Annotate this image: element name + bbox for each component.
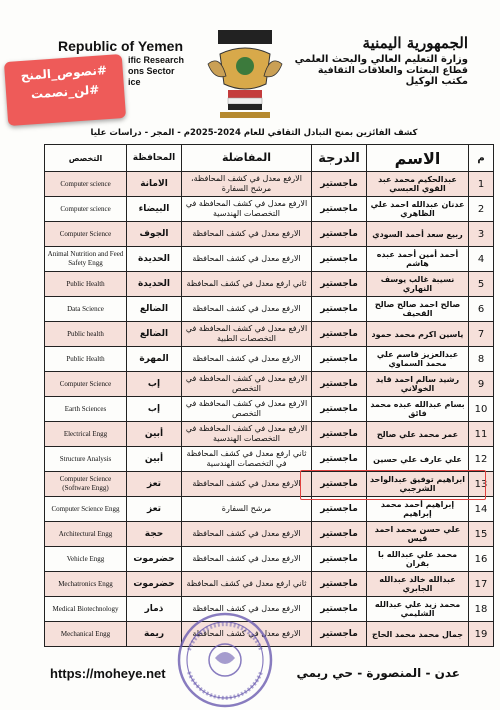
row-name: بسام عبدالله عبده محمد فائق bbox=[367, 397, 469, 422]
footer-address: عدن - المنصورة - حي ريمي bbox=[296, 666, 460, 680]
header-ministry: وزارة التعليم العالي والبحث العلمي bbox=[294, 54, 468, 65]
row-number: 4 bbox=[469, 247, 494, 272]
row-advantage: الارفع معدل في كشف المحافظة bbox=[182, 597, 312, 622]
row-degree: ماجستير bbox=[312, 197, 367, 222]
row-advantage: ثاني ارفع معدل في كشف المحافظة في التخصصات الهندسية bbox=[182, 447, 312, 472]
row-specialization: Data Science bbox=[45, 297, 127, 322]
row-specialization: Architectural Engg bbox=[45, 522, 127, 547]
row-number: 11 bbox=[469, 422, 494, 447]
row-name: عبدالعزيز قاسم علي محمد السماوي bbox=[367, 347, 469, 372]
row-degree: ماجستير bbox=[312, 472, 367, 497]
row-degree: ماجستير bbox=[312, 372, 367, 397]
row-degree: ماجستير bbox=[312, 497, 367, 522]
row-advantage: الارفع معدل في كشف المحافظة في التخصص bbox=[182, 397, 312, 422]
row-governorate: الضالع bbox=[127, 297, 182, 322]
row-governorate: أبين bbox=[127, 447, 182, 472]
row-specialization: Public Health bbox=[45, 272, 127, 297]
row-governorate: الحديدة bbox=[127, 247, 182, 272]
row-degree: ماجستير bbox=[312, 547, 367, 572]
row-governorate: إب bbox=[127, 397, 182, 422]
table-row bbox=[45, 522, 494, 547]
table-row bbox=[45, 172, 494, 197]
row-number: 18 bbox=[469, 597, 494, 622]
header-name: الاسم bbox=[367, 145, 469, 172]
row-name: عبدالله خالد عبدالله الجابري bbox=[367, 572, 469, 597]
winners-table bbox=[44, 144, 494, 647]
row-number: 14 bbox=[469, 497, 494, 522]
header-degree: الدرجة bbox=[312, 145, 367, 172]
header-line-office: ice bbox=[128, 77, 141, 87]
row-number: 8 bbox=[469, 347, 494, 372]
yemen-emblem-icon bbox=[200, 24, 290, 122]
row-specialization: Electrical Engg bbox=[45, 422, 127, 447]
hashtag-line-1: #نصوص_المنح bbox=[20, 63, 108, 84]
row-specialization: Medical Biotechnology bbox=[45, 597, 127, 622]
row-advantage: الارفع معدل في كشف المحافظة bbox=[182, 222, 312, 247]
table-row bbox=[45, 247, 494, 272]
row-advantage: الارفع معدل في كشف المحافظة bbox=[182, 547, 312, 572]
row-governorate: ذمار bbox=[127, 597, 182, 622]
row-name: عمر محمد علي صالح bbox=[367, 422, 469, 447]
row-name: جمال محمد محمد الحاج bbox=[367, 622, 469, 647]
row-degree: ماجستير bbox=[312, 522, 367, 547]
row-name: إبراهيم أحمد محمد إبراهيم bbox=[367, 497, 469, 522]
row-specialization: Public health bbox=[45, 322, 127, 347]
hashtag-line-2: #لن_نصمت bbox=[30, 82, 100, 102]
row-name: رشيد سالم احمد قايد الخولاني bbox=[367, 372, 469, 397]
table-row bbox=[45, 322, 494, 347]
header-country-en: Republic of Yemen bbox=[58, 38, 183, 54]
row-degree: ماجستير bbox=[312, 247, 367, 272]
table-row bbox=[45, 272, 494, 297]
header-advantage: المفاضلة bbox=[182, 145, 312, 172]
header-line-sector: ons Sector bbox=[128, 66, 175, 76]
row-governorate: البيضاء bbox=[127, 197, 182, 222]
row-advantage: الارفع معدل في كشف المحافظة bbox=[182, 297, 312, 322]
row-name: ربيع سعد أحمد السودي bbox=[367, 222, 469, 247]
row-name: علي حسن محمد احمد قيس bbox=[367, 522, 469, 547]
row-governorate: الجوف bbox=[127, 222, 182, 247]
row-specialization: Computer science bbox=[45, 172, 127, 197]
row-degree: ماجستير bbox=[312, 622, 367, 647]
header-number: م bbox=[469, 145, 494, 172]
row-specialization: Animal Nutrition and Feed Safety Engg bbox=[45, 247, 127, 272]
row-degree: ماجستير bbox=[312, 347, 367, 372]
row-degree: ماجستير bbox=[312, 397, 367, 422]
row-specialization: Mechanical Engg bbox=[45, 622, 127, 647]
header-sector: قطاع البعثات والعلاقات الثقافية bbox=[317, 65, 468, 76]
row-degree: ماجستير bbox=[312, 322, 367, 347]
table-row bbox=[45, 297, 494, 322]
row-advantage: الارفع معدل في كشف المحافظة bbox=[182, 472, 312, 497]
row-advantage: ثاني ارفع معدل في كشف المحافظة bbox=[182, 272, 312, 297]
row-governorate: تعز bbox=[127, 497, 182, 522]
row-advantage: ثاني ارفع معدل في كشف المحافظة bbox=[182, 572, 312, 597]
row-number: 17 bbox=[469, 572, 494, 597]
row-degree: ماجستير bbox=[312, 297, 367, 322]
header-governorate: المحافظة bbox=[127, 145, 182, 172]
header-right-block bbox=[283, 34, 468, 87]
row-governorate: الحديدة bbox=[127, 272, 182, 297]
row-name: أحمد أمين أحمد عبده هاشم bbox=[367, 247, 469, 272]
row-specialization: Computer Science Engg bbox=[45, 497, 127, 522]
row-advantage: الارفع معدل في كشف المحافظة bbox=[182, 622, 312, 647]
row-number: 9 bbox=[469, 372, 494, 397]
table-row bbox=[45, 222, 494, 247]
header-specialization: التخصص bbox=[45, 145, 127, 172]
row-governorate: الامانة bbox=[127, 172, 182, 197]
row-degree: ماجستير bbox=[312, 572, 367, 597]
row-13-highlight-box bbox=[300, 470, 486, 500]
row-name: ياسين اكرم محمد حمود bbox=[367, 322, 469, 347]
row-governorate: أبين bbox=[127, 422, 182, 447]
table-row bbox=[45, 397, 494, 422]
row-number: 1 bbox=[469, 172, 494, 197]
row-name: محمد علي عبدالله با بقران bbox=[367, 547, 469, 572]
row-degree: ماجستير bbox=[312, 272, 367, 297]
table-row bbox=[45, 347, 494, 372]
row-name: عبدالحكيم محمد عبد القوي العبسي bbox=[367, 172, 469, 197]
header-country-ar: الجمهورية اليمنية bbox=[362, 34, 468, 52]
row-advantage: الارفع معدل في كشف المحافظة bbox=[182, 247, 312, 272]
row-advantage: الارفع معدل في كشف المحافظة bbox=[182, 347, 312, 372]
table-row bbox=[45, 197, 494, 222]
row-specialization: Computer science bbox=[45, 197, 127, 222]
row-specialization: Public Health bbox=[45, 347, 127, 372]
row-advantage: الارفع معدل في كشف المحافظة bbox=[182, 522, 312, 547]
row-name: علي عارف علي حسين bbox=[367, 447, 469, 472]
header-office: مكتب الوكيل bbox=[405, 76, 468, 87]
row-advantage: مرشح السفارة bbox=[182, 497, 312, 522]
table-row bbox=[45, 372, 494, 397]
row-number: 15 bbox=[469, 522, 494, 547]
row-advantage: الارفع معدل في كشف المحافظة في التخصص bbox=[182, 372, 312, 397]
row-name: ابراهيم توفيق عبدالواحد الشرجبي bbox=[367, 472, 469, 497]
row-specialization: Vehicle Engg bbox=[45, 547, 127, 572]
row-number: 6 bbox=[469, 297, 494, 322]
row-number: 13 bbox=[469, 472, 494, 497]
row-specialization: Computer Science (Software Engg) bbox=[45, 472, 127, 497]
table-row bbox=[45, 422, 494, 447]
row-degree: ماجستير bbox=[312, 447, 367, 472]
table-row bbox=[45, 572, 494, 597]
row-specialization: Computer Science bbox=[45, 222, 127, 247]
row-degree: ماجستير bbox=[312, 172, 367, 197]
row-governorate: حضرموت bbox=[127, 547, 182, 572]
row-specialization: Earth Sciences bbox=[45, 397, 127, 422]
footer-website: https://moheye.net bbox=[50, 666, 166, 681]
row-number: 12 bbox=[469, 447, 494, 472]
row-number: 3 bbox=[469, 222, 494, 247]
row-number: 19 bbox=[469, 622, 494, 647]
row-governorate: المهرة bbox=[127, 347, 182, 372]
row-advantage: الارفع معدل في كشف المحافظة في التخصصات الطبية bbox=[182, 322, 312, 347]
row-governorate: حجة bbox=[127, 522, 182, 547]
header-line-research: ific Research bbox=[128, 55, 185, 65]
row-governorate: الضالع bbox=[127, 322, 182, 347]
row-specialization: Mechatronics Engg bbox=[45, 572, 127, 597]
row-number: 2 bbox=[469, 197, 494, 222]
row-name: عدنان عبدالله احمد علي الظاهري bbox=[367, 197, 469, 222]
table-header-row bbox=[45, 145, 494, 172]
row-advantage: الارفع معدل في كشف المحافظة، مرشح السفارة bbox=[182, 172, 312, 197]
row-number: 10 bbox=[469, 397, 494, 422]
row-number: 16 bbox=[469, 547, 494, 572]
row-advantage: الارفع معدل في كشف المحافظة في التخصصات الهندسية bbox=[182, 197, 312, 222]
official-stamp-icon bbox=[175, 610, 275, 710]
row-governorate: تعز bbox=[127, 472, 182, 497]
row-governorate: إب bbox=[127, 372, 182, 397]
row-specialization: Computer Science bbox=[45, 372, 127, 397]
row-degree: ماجستير bbox=[312, 422, 367, 447]
row-governorate: حضرموت bbox=[127, 572, 182, 597]
table-row bbox=[45, 497, 494, 522]
table-body bbox=[45, 172, 494, 647]
row-name: محمد زيد علي عبدالله الشليمي bbox=[367, 597, 469, 622]
row-degree: ماجستير bbox=[312, 597, 367, 622]
document-title: كشف الفائزين بمنح التبادل الثقافي للعام 2024-2025م - المجر - دراسات عليا bbox=[90, 128, 418, 138]
row-degree: ماجستير bbox=[312, 222, 367, 247]
table-row bbox=[45, 547, 494, 572]
row-name: صالح احمد صالح صالح القحيف bbox=[367, 297, 469, 322]
row-number: 5 bbox=[469, 272, 494, 297]
row-governorate: ريمة bbox=[127, 622, 182, 647]
table-row bbox=[45, 447, 494, 472]
hashtag-sticker bbox=[4, 54, 126, 126]
row-number: 7 bbox=[469, 322, 494, 347]
row-specialization: Structure Analysis bbox=[45, 447, 127, 472]
row-name: نسيبة غالب يوسف النهاري bbox=[367, 272, 469, 297]
row-advantage: الارفع معدل في كشف المحافظة في التخصصات الهندسية bbox=[182, 422, 312, 447]
